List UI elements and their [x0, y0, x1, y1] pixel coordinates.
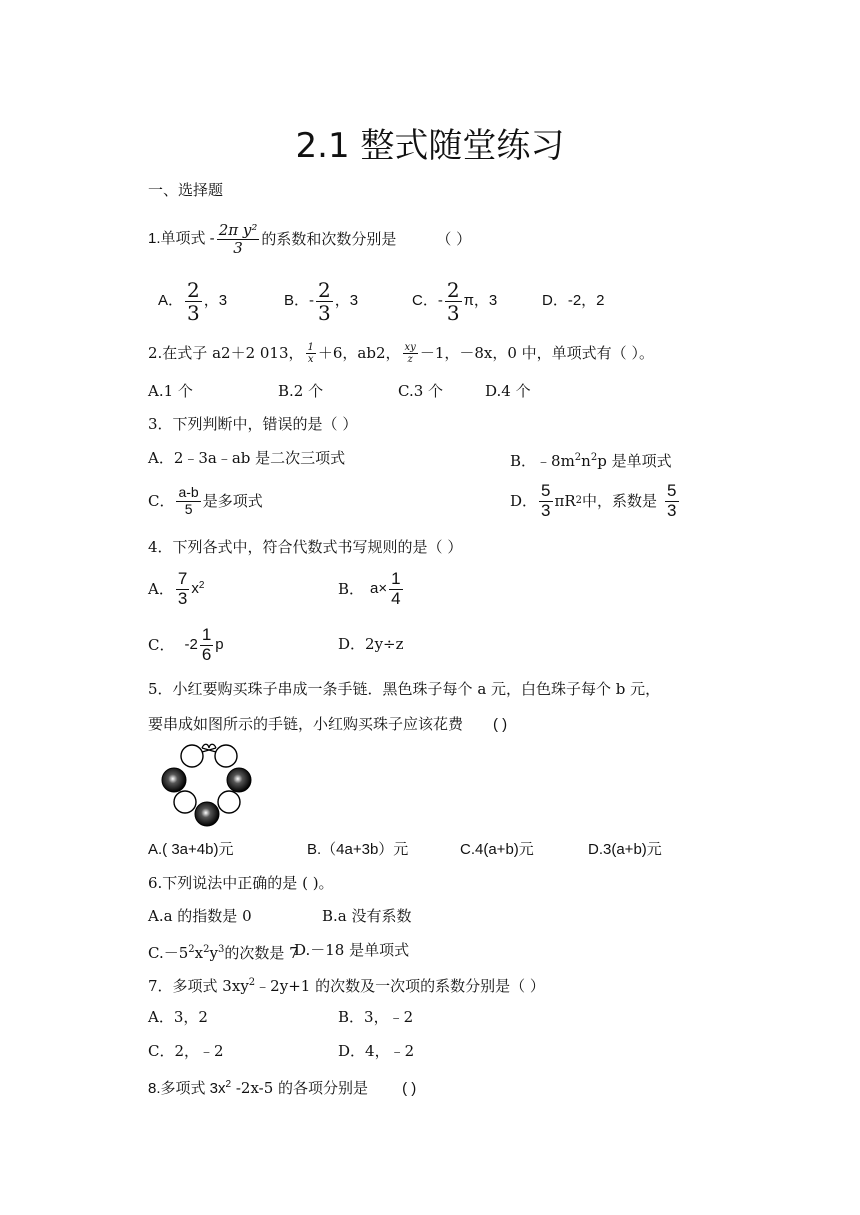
q4-option-a-fraction: [176, 570, 189, 608]
q3-option-c-fraction: [176, 485, 200, 517]
q1-option-c-num: 2: [446, 277, 460, 302]
q6-option-b[interactable]: B.a 没有系数: [322, 907, 412, 925]
q3-option-c[interactable]: [148, 479, 263, 523]
q2-fraction-1: [306, 342, 316, 365]
q4-option-b-den: 4: [391, 588, 401, 608]
q1-option-a-num: 2: [187, 277, 200, 302]
q2-fraction-2: [403, 342, 418, 365]
q3-option-d-fraction-2: [665, 482, 678, 520]
q1-fraction-num: 2π y²: [218, 221, 258, 239]
white-bead: [181, 745, 203, 767]
q1-option-b-num: 2: [318, 277, 331, 302]
q1-option-a-label: A．: [158, 292, 184, 309]
q5-option-c[interactable]: C.4(a+b)元: [460, 841, 534, 858]
q1-fraction: [217, 222, 260, 256]
q4-option-a-label: A．: [148, 580, 174, 598]
q3-option-c-num: a-b: [178, 484, 199, 501]
question-7-stem: [148, 973, 545, 996]
q1-option-a[interactable]: [158, 279, 284, 324]
q4-option-b-label: B．: [338, 580, 365, 598]
q7-option-b[interactable]: B．3，﹣2: [338, 1008, 414, 1026]
q2-mid-1: ＋6，ab2，: [317, 344, 401, 362]
q2-option-d[interactable]: D.4 个: [485, 382, 531, 400]
q2-fraction-1-den: x: [307, 353, 314, 365]
q1-option-a-den: 3: [187, 300, 200, 325]
q7-option-d[interactable]: D．4，﹣2: [338, 1042, 415, 1060]
q2-mid-2: －1，－8x，0 中，单项式有（ ）。: [419, 344, 654, 362]
q3-option-b-label: B．﹣8m: [510, 452, 575, 470]
q3-option-d-den: 3: [541, 500, 551, 520]
white-bead: [174, 791, 196, 813]
q4-option-c-den: 6: [201, 644, 212, 664]
question-5-line-2: [148, 714, 507, 735]
q3-option-b-end: p 是单项式: [597, 452, 672, 470]
q1-option-a-fraction: [185, 279, 202, 324]
q5-option-d[interactable]: D.3(a+b)元: [588, 841, 662, 858]
q3-option-d-fraction: [539, 482, 552, 520]
q6-option-a[interactable]: A.a 的指数是 0: [148, 907, 252, 925]
q4-option-b-num: 1: [391, 568, 401, 588]
q5-answer-paren: ( ): [493, 716, 508, 733]
q4-option-c-fraction: [200, 626, 213, 664]
q6-option-c-label: C.－5: [148, 944, 189, 962]
q3-option-c-den: 5: [184, 500, 193, 517]
q7-option-c[interactable]: C．2，﹣2: [148, 1042, 224, 1060]
question-4-stem: 4．下列各式中，符合代数式书写规则的是（ ）: [148, 538, 463, 556]
q1-answer-paren: （ ）: [436, 230, 472, 248]
question-6-stem: 6.下列说法中正确的是 ( )。: [148, 874, 334, 892]
q1-option-c-label: C．-: [412, 292, 443, 309]
black-bead: [162, 768, 186, 792]
q8-stem-b: -2x-5 的各项分别是: [231, 1079, 369, 1097]
q7-stem-b: ﹣2y+1 的次数及一次项的系数分别是（ ）: [255, 977, 545, 995]
q3-option-b-sup-1: 2: [574, 452, 582, 463]
question-1-options: [158, 276, 605, 326]
q4-option-d[interactable]: D．2y÷z: [338, 635, 404, 653]
q3-option-d-mid: πR: [554, 492, 576, 510]
q1-prefix: 1.单项式 -: [148, 230, 215, 247]
q4-option-c-suffix: p: [215, 636, 224, 653]
q2-prefix: 2.在式子 a2＋2 013，: [148, 344, 304, 362]
q5-option-b[interactable]: B.（4a+3b）元: [307, 841, 409, 858]
q6-option-c[interactable]: [148, 940, 299, 963]
q8-stem-a: 8.多项式 3x: [148, 1080, 226, 1097]
q1-option-b-den: 3: [318, 300, 331, 325]
q4-option-a-suffix: x: [191, 580, 199, 597]
question-3-stem: 3．下列判断中，错误的是（ ）: [148, 415, 358, 433]
q4-option-a-sup: 2: [198, 580, 205, 591]
q2-fraction-2-num: xy: [404, 341, 416, 353]
q6-option-c-x: x: [194, 944, 204, 962]
q6-option-c-sup-3: 3: [217, 944, 225, 955]
q2-fraction-1-num: 1: [307, 341, 314, 353]
q1-option-c[interactable]: [412, 279, 542, 324]
q3-option-d-sup: 2: [575, 495, 583, 506]
question-5-line-1: 5．小红要购买珠子串成一条手链．黑色珠子每个 a 元，白色珠子每个 b 元，: [148, 680, 661, 698]
q4-option-b-prefix: a×: [370, 580, 388, 597]
bracelet-figure: [158, 742, 258, 828]
q3-option-c-label: C．: [148, 492, 175, 510]
q3-option-c-suffix: 是多项式: [202, 492, 263, 510]
section-heading: 一、选择题: [148, 181, 224, 199]
q6-option-c-tail: 的次数是 7: [224, 944, 299, 962]
black-bead: [227, 768, 251, 792]
q1-option-b[interactable]: [284, 279, 412, 324]
q1-option-b-fraction: [316, 279, 333, 324]
q2-option-c[interactable]: C.3 个: [398, 382, 444, 400]
q3-option-d-tail: 中，系数是: [582, 492, 658, 510]
q2-option-b[interactable]: B.2 个: [278, 382, 324, 400]
q4-option-c-prefix: -2: [184, 636, 198, 653]
q3-option-d-num-2: 5: [667, 480, 677, 500]
q1-option-c-suffix: π，3: [463, 292, 498, 309]
q4-option-a-num: 7: [177, 568, 188, 588]
q2-option-a[interactable]: A.1 个: [148, 382, 193, 400]
q1-option-c-den: 3: [446, 300, 460, 325]
q6-option-c-sup-2: 2: [203, 944, 210, 955]
q7-stem-sup: 2: [248, 977, 256, 988]
q4-option-a[interactable]: [148, 566, 204, 612]
q4-option-b-fraction: [389, 570, 402, 608]
q4-option-b[interactable]: [338, 566, 405, 612]
q1-option-c-fraction: [445, 279, 462, 324]
q1-fraction-den: 3: [233, 238, 243, 257]
q7-stem-a: 7．多项式 3xy: [148, 977, 249, 995]
q3-option-b-sup-2: 2: [590, 452, 598, 463]
page-title: 2.1 整式随堂练习: [295, 126, 565, 166]
question-2-stem: [148, 338, 654, 368]
q1-option-b-suffix: ，3: [334, 292, 359, 309]
q6-option-c-y: y: [209, 944, 218, 962]
q3-option-b-rest: n: [581, 452, 591, 470]
q8-stem-sup: 2: [225, 1079, 232, 1090]
q3-option-d[interactable]: [510, 479, 681, 523]
q5-option-a[interactable]: A.( 3a+4b)元: [148, 841, 234, 858]
q6-option-c-sup-1: 2: [188, 944, 195, 955]
q3-option-d-label: D．: [510, 492, 538, 510]
q5-line-2-text: 要串成如图所示的手链，小红购买珠子应该花费: [148, 715, 464, 733]
q1-suffix: 的系数和次数分别是: [261, 230, 397, 248]
q1-option-b-label: B．-: [284, 292, 315, 309]
q4-option-c-num: 1: [201, 624, 212, 644]
white-bead: [218, 791, 240, 813]
question-1-stem: [148, 214, 471, 264]
white-bead: [215, 745, 237, 767]
q3-option-d-den-2: 3: [667, 500, 677, 520]
q8-answer-paren: ( ): [402, 1080, 417, 1097]
q1-option-d[interactable]: D．-2，2: [542, 292, 605, 309]
q3-option-b[interactable]: [510, 448, 672, 471]
q3-option-a[interactable]: A．2﹣3a﹣ab 是二次三项式: [148, 449, 346, 467]
q3-option-d-num: 5: [541, 480, 551, 500]
question-8-stem: [148, 1075, 416, 1099]
q1-option-a-suffix: ，3: [203, 292, 228, 309]
q4-option-a-den: 3: [177, 588, 188, 608]
q7-option-a[interactable]: A．3，2: [148, 1008, 208, 1026]
knot-icon: [202, 744, 216, 752]
q2-fraction-2-den: z: [407, 353, 413, 365]
q4-option-c[interactable]: [148, 622, 224, 668]
q4-option-c-label: C．: [148, 636, 175, 654]
black-bead: [195, 802, 219, 826]
q6-option-d[interactable]: D.－18 是单项式: [294, 941, 410, 959]
